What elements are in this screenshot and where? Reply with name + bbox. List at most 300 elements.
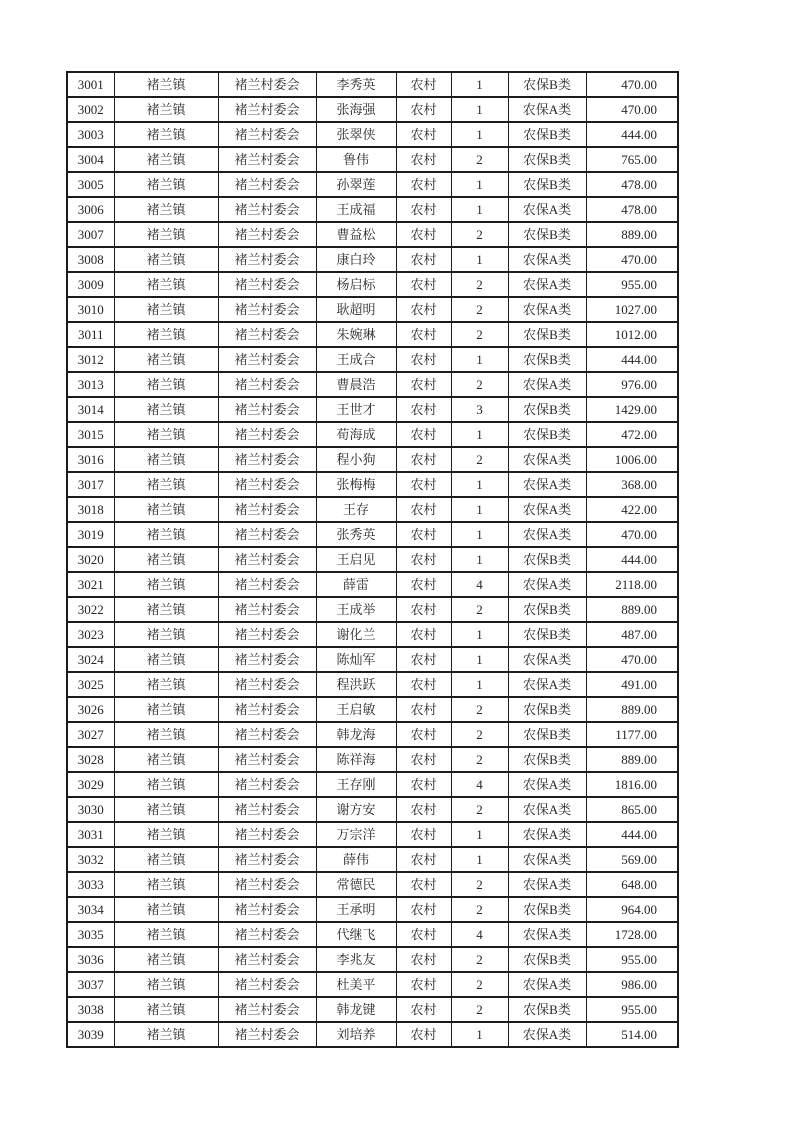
- cell-town: 褚兰镇: [114, 672, 218, 697]
- cell-town: 褚兰镇: [114, 572, 218, 597]
- cell-person-name: 曹益松: [316, 222, 396, 247]
- table-row: [67, 172, 678, 197]
- cell-household-category: 农村: [396, 72, 451, 97]
- cell-person-name: 王承明: [316, 897, 396, 922]
- cell-village-committee: 褚兰村委会: [218, 1022, 316, 1047]
- cell-insurance-type: 农保A类: [508, 847, 586, 872]
- cell-serial-number: 3011: [67, 322, 114, 347]
- cell-household-category: 农村: [396, 1022, 451, 1047]
- cell-amount: 976.00: [586, 372, 678, 397]
- cell-household-category: 农村: [396, 997, 451, 1022]
- table-row: [67, 397, 678, 422]
- cell-person-name: 韩龙海: [316, 722, 396, 747]
- cell-amount: 478.00: [586, 172, 678, 197]
- table-body: [67, 72, 678, 1047]
- table-row: [67, 547, 678, 572]
- cell-person-count: 2: [451, 697, 508, 722]
- cell-person-name: 程小狗: [316, 447, 396, 472]
- cell-person-name: 王世才: [316, 397, 396, 422]
- cell-insurance-type: 农保A类: [508, 97, 586, 122]
- cell-household-category: 农村: [396, 897, 451, 922]
- cell-serial-number: 3026: [67, 697, 114, 722]
- cell-serial-number: 3032: [67, 847, 114, 872]
- cell-person-name: 王存: [316, 497, 396, 522]
- cell-serial-number: 3036: [67, 947, 114, 972]
- cell-town: 褚兰镇: [114, 172, 218, 197]
- cell-person-name: 李兆友: [316, 947, 396, 972]
- cell-amount: 765.00: [586, 147, 678, 172]
- cell-person-name: 荀海成: [316, 422, 396, 447]
- table-row: [67, 122, 678, 147]
- table-row: [67, 847, 678, 872]
- cell-serial-number: 3003: [67, 122, 114, 147]
- cell-person-count: 2: [451, 372, 508, 397]
- cell-household-category: 农村: [396, 422, 451, 447]
- cell-household-category: 农村: [396, 147, 451, 172]
- cell-insurance-type: 农保B类: [508, 897, 586, 922]
- table-row: [67, 1022, 678, 1047]
- cell-person-name: 张秀英: [316, 522, 396, 547]
- cell-serial-number: 3033: [67, 872, 114, 897]
- cell-village-committee: 褚兰村委会: [218, 122, 316, 147]
- cell-person-name: 曹晨浩: [316, 372, 396, 397]
- cell-person-count: 1: [451, 172, 508, 197]
- cell-insurance-type: 农保A类: [508, 672, 586, 697]
- cell-amount: 368.00: [586, 472, 678, 497]
- cell-serial-number: 3023: [67, 622, 114, 647]
- cell-insurance-type: 农保B类: [508, 147, 586, 172]
- table-row: [67, 697, 678, 722]
- table-row: [67, 222, 678, 247]
- cell-amount: 470.00: [586, 247, 678, 272]
- cell-person-count: 1: [451, 72, 508, 97]
- table-row: [67, 947, 678, 972]
- cell-person-count: 2: [451, 272, 508, 297]
- cell-insurance-type: 农保A类: [508, 472, 586, 497]
- cell-person-name: 张翠侠: [316, 122, 396, 147]
- cell-household-category: 农村: [396, 872, 451, 897]
- cell-serial-number: 3004: [67, 147, 114, 172]
- cell-person-count: 1: [451, 97, 508, 122]
- cell-amount: 470.00: [586, 72, 678, 97]
- table-row: [67, 897, 678, 922]
- cell-amount: 1816.00: [586, 772, 678, 797]
- cell-person-name: 耿超明: [316, 297, 396, 322]
- cell-village-committee: 褚兰村委会: [218, 497, 316, 522]
- cell-serial-number: 3030: [67, 797, 114, 822]
- cell-household-category: 农村: [396, 547, 451, 572]
- cell-serial-number: 3010: [67, 297, 114, 322]
- cell-person-name: 朱婉琳: [316, 322, 396, 347]
- cell-serial-number: 3021: [67, 572, 114, 597]
- cell-serial-number: 3020: [67, 547, 114, 572]
- cell-village-committee: 褚兰村委会: [218, 347, 316, 372]
- table-row: [67, 972, 678, 997]
- cell-person-count: 2: [451, 722, 508, 747]
- cell-household-category: 农村: [396, 272, 451, 297]
- cell-person-name: 陈祥海: [316, 747, 396, 772]
- cell-person-name: 常德民: [316, 872, 396, 897]
- cell-amount: 1027.00: [586, 297, 678, 322]
- cell-serial-number: 3034: [67, 897, 114, 922]
- cell-amount: 514.00: [586, 1022, 678, 1047]
- table-row: [67, 147, 678, 172]
- cell-amount: 444.00: [586, 822, 678, 847]
- cell-village-committee: 褚兰村委会: [218, 597, 316, 622]
- cell-town: 褚兰镇: [114, 547, 218, 572]
- cell-person-count: 1: [451, 197, 508, 222]
- cell-serial-number: 3007: [67, 222, 114, 247]
- cell-town: 褚兰镇: [114, 822, 218, 847]
- cell-village-committee: 褚兰村委会: [218, 72, 316, 97]
- cell-person-count: 2: [451, 997, 508, 1022]
- cell-amount: 569.00: [586, 847, 678, 872]
- cell-person-count: 3: [451, 397, 508, 422]
- cell-household-category: 农村: [396, 247, 451, 272]
- cell-town: 褚兰镇: [114, 322, 218, 347]
- cell-person-count: 2: [451, 872, 508, 897]
- cell-insurance-type: 农保B类: [508, 322, 586, 347]
- cell-person-count: 2: [451, 747, 508, 772]
- cell-village-committee: 褚兰村委会: [218, 797, 316, 822]
- cell-insurance-type: 农保A类: [508, 272, 586, 297]
- table-row: [67, 447, 678, 472]
- cell-serial-number: 3025: [67, 672, 114, 697]
- cell-village-committee: 褚兰村委会: [218, 647, 316, 672]
- cell-household-category: 农村: [396, 122, 451, 147]
- cell-serial-number: 3006: [67, 197, 114, 222]
- cell-insurance-type: 农保A类: [508, 572, 586, 597]
- cell-household-category: 农村: [396, 297, 451, 322]
- cell-amount: 491.00: [586, 672, 678, 697]
- cell-amount: 1429.00: [586, 397, 678, 422]
- table-row: [67, 422, 678, 447]
- cell-village-committee: 褚兰村委会: [218, 272, 316, 297]
- table-row: [67, 722, 678, 747]
- cell-serial-number: 3037: [67, 972, 114, 997]
- cell-household-category: 农村: [396, 197, 451, 222]
- table-row: [67, 922, 678, 947]
- cell-town: 褚兰镇: [114, 797, 218, 822]
- cell-town: 褚兰镇: [114, 422, 218, 447]
- cell-town: 褚兰镇: [114, 97, 218, 122]
- cell-person-count: 2: [451, 297, 508, 322]
- table-row: [67, 472, 678, 497]
- cell-serial-number: 3038: [67, 997, 114, 1022]
- cell-person-name: 杨启标: [316, 272, 396, 297]
- cell-person-count: 1: [451, 522, 508, 547]
- cell-person-name: 刘培养: [316, 1022, 396, 1047]
- cell-town: 褚兰镇: [114, 72, 218, 97]
- cell-town: 褚兰镇: [114, 972, 218, 997]
- cell-person-name: 王成举: [316, 597, 396, 622]
- cell-village-committee: 褚兰村委会: [218, 722, 316, 747]
- cell-insurance-type: 农保A类: [508, 772, 586, 797]
- cell-town: 褚兰镇: [114, 697, 218, 722]
- benefits-roster-table: [66, 71, 679, 1048]
- cell-person-count: 2: [451, 947, 508, 972]
- cell-household-category: 农村: [396, 847, 451, 872]
- cell-insurance-type: 农保B类: [508, 622, 586, 647]
- cell-amount: 478.00: [586, 197, 678, 222]
- cell-village-committee: 褚兰村委会: [218, 472, 316, 497]
- cell-person-count: 1: [451, 422, 508, 447]
- cell-person-count: 1: [451, 122, 508, 147]
- table-row: [67, 497, 678, 522]
- cell-amount: 470.00: [586, 97, 678, 122]
- cell-household-category: 农村: [396, 622, 451, 647]
- cell-town: 褚兰镇: [114, 847, 218, 872]
- cell-amount: 444.00: [586, 547, 678, 572]
- table-row: [67, 572, 678, 597]
- cell-household-category: 农村: [396, 447, 451, 472]
- cell-serial-number: 3017: [67, 472, 114, 497]
- cell-household-category: 农村: [396, 97, 451, 122]
- cell-person-count: 2: [451, 447, 508, 472]
- cell-person-name: 万宗洋: [316, 822, 396, 847]
- cell-insurance-type: 农保B类: [508, 72, 586, 97]
- cell-town: 褚兰镇: [114, 497, 218, 522]
- cell-person-count: 4: [451, 922, 508, 947]
- cell-serial-number: 3031: [67, 822, 114, 847]
- cell-household-category: 农村: [396, 322, 451, 347]
- cell-village-committee: 褚兰村委会: [218, 222, 316, 247]
- cell-amount: 444.00: [586, 122, 678, 147]
- cell-household-category: 农村: [396, 697, 451, 722]
- table-row: [67, 197, 678, 222]
- cell-serial-number: 3022: [67, 597, 114, 622]
- cell-person-count: 1: [451, 472, 508, 497]
- cell-person-count: 1: [451, 647, 508, 672]
- cell-village-committee: 褚兰村委会: [218, 697, 316, 722]
- cell-village-committee: 褚兰村委会: [218, 147, 316, 172]
- cell-household-category: 农村: [396, 522, 451, 547]
- cell-village-committee: 褚兰村委会: [218, 297, 316, 322]
- cell-insurance-type: 农保B类: [508, 722, 586, 747]
- cell-insurance-type: 农保B类: [508, 397, 586, 422]
- cell-insurance-type: 农保A类: [508, 797, 586, 822]
- cell-person-name: 谢方安: [316, 797, 396, 822]
- cell-village-committee: 褚兰村委会: [218, 447, 316, 472]
- table-row: [67, 247, 678, 272]
- cell-household-category: 农村: [396, 597, 451, 622]
- cell-village-committee: 褚兰村委会: [218, 372, 316, 397]
- cell-amount: 889.00: [586, 747, 678, 772]
- cell-person-count: 1: [451, 547, 508, 572]
- cell-person-count: 2: [451, 322, 508, 347]
- cell-village-committee: 褚兰村委会: [218, 897, 316, 922]
- cell-person-count: 1: [451, 497, 508, 522]
- cell-person-name: 张梅梅: [316, 472, 396, 497]
- cell-serial-number: 3018: [67, 497, 114, 522]
- cell-person-count: 2: [451, 897, 508, 922]
- cell-town: 褚兰镇: [114, 272, 218, 297]
- cell-town: 褚兰镇: [114, 647, 218, 672]
- cell-household-category: 农村: [396, 747, 451, 772]
- cell-amount: 1728.00: [586, 922, 678, 947]
- cell-insurance-type: 农保A类: [508, 1022, 586, 1047]
- cell-town: 褚兰镇: [114, 147, 218, 172]
- cell-town: 褚兰镇: [114, 197, 218, 222]
- cell-serial-number: 3009: [67, 272, 114, 297]
- cell-insurance-type: 农保B类: [508, 222, 586, 247]
- cell-town: 褚兰镇: [114, 947, 218, 972]
- cell-serial-number: 3008: [67, 247, 114, 272]
- cell-insurance-type: 农保A类: [508, 372, 586, 397]
- cell-household-category: 农村: [396, 222, 451, 247]
- cell-insurance-type: 农保A类: [508, 197, 586, 222]
- table-row: [67, 747, 678, 772]
- cell-household-category: 农村: [396, 497, 451, 522]
- table-row: [67, 522, 678, 547]
- cell-insurance-type: 农保A类: [508, 822, 586, 847]
- cell-person-name: 孙翠莲: [316, 172, 396, 197]
- cell-town: 褚兰镇: [114, 772, 218, 797]
- cell-household-category: 农村: [396, 347, 451, 372]
- cell-amount: 1177.00: [586, 722, 678, 747]
- cell-village-committee: 褚兰村委会: [218, 672, 316, 697]
- cell-person-name: 薛雷: [316, 572, 396, 597]
- cell-person-count: 1: [451, 672, 508, 697]
- cell-serial-number: 3002: [67, 97, 114, 122]
- cell-amount: 955.00: [586, 947, 678, 972]
- cell-town: 褚兰镇: [114, 297, 218, 322]
- cell-serial-number: 3027: [67, 722, 114, 747]
- cell-village-committee: 褚兰村委会: [218, 872, 316, 897]
- cell-household-category: 农村: [396, 947, 451, 972]
- cell-household-category: 农村: [396, 172, 451, 197]
- cell-insurance-type: 农保A类: [508, 647, 586, 672]
- cell-village-committee: 褚兰村委会: [218, 247, 316, 272]
- cell-person-count: 2: [451, 797, 508, 822]
- cell-amount: 955.00: [586, 997, 678, 1022]
- cell-village-committee: 褚兰村委会: [218, 172, 316, 197]
- cell-insurance-type: 农保A类: [508, 497, 586, 522]
- table-row: [67, 372, 678, 397]
- cell-amount: 865.00: [586, 797, 678, 822]
- cell-town: 褚兰镇: [114, 472, 218, 497]
- cell-household-category: 农村: [396, 772, 451, 797]
- cell-insurance-type: 农保A类: [508, 447, 586, 472]
- cell-village-committee: 褚兰村委会: [218, 422, 316, 447]
- cell-person-name: 陈灿军: [316, 647, 396, 672]
- table-row: [67, 97, 678, 122]
- cell-person-name: 薛伟: [316, 847, 396, 872]
- cell-village-committee: 褚兰村委会: [218, 522, 316, 547]
- cell-household-category: 农村: [396, 572, 451, 597]
- cell-person-name: 李秀英: [316, 72, 396, 97]
- cell-town: 褚兰镇: [114, 222, 218, 247]
- cell-serial-number: 3029: [67, 772, 114, 797]
- cell-village-committee: 褚兰村委会: [218, 397, 316, 422]
- cell-town: 褚兰镇: [114, 1022, 218, 1047]
- cell-insurance-type: 农保B类: [508, 597, 586, 622]
- table-row: [67, 622, 678, 647]
- cell-serial-number: 3016: [67, 447, 114, 472]
- cell-town: 褚兰镇: [114, 722, 218, 747]
- cell-insurance-type: 农保A类: [508, 972, 586, 997]
- cell-insurance-type: 农保B类: [508, 947, 586, 972]
- cell-person-name: 鲁伟: [316, 147, 396, 172]
- cell-person-name: 王启敏: [316, 697, 396, 722]
- cell-insurance-type: 农保A类: [508, 872, 586, 897]
- cell-serial-number: 3001: [67, 72, 114, 97]
- cell-person-count: 1: [451, 847, 508, 872]
- cell-town: 褚兰镇: [114, 522, 218, 547]
- cell-amount: 889.00: [586, 597, 678, 622]
- cell-person-count: 1: [451, 822, 508, 847]
- cell-village-committee: 褚兰村委会: [218, 572, 316, 597]
- cell-person-count: 2: [451, 222, 508, 247]
- cell-person-name: 韩龙键: [316, 997, 396, 1022]
- cell-village-committee: 褚兰村委会: [218, 747, 316, 772]
- cell-village-committee: 褚兰村委会: [218, 922, 316, 947]
- cell-amount: 955.00: [586, 272, 678, 297]
- cell-serial-number: 3028: [67, 747, 114, 772]
- cell-town: 褚兰镇: [114, 897, 218, 922]
- cell-town: 褚兰镇: [114, 747, 218, 772]
- cell-person-count: 1: [451, 347, 508, 372]
- cell-person-name: 代继飞: [316, 922, 396, 947]
- cell-household-category: 农村: [396, 972, 451, 997]
- cell-town: 褚兰镇: [114, 247, 218, 272]
- cell-town: 褚兰镇: [114, 997, 218, 1022]
- cell-insurance-type: 农保B类: [508, 422, 586, 447]
- cell-amount: 889.00: [586, 697, 678, 722]
- cell-village-committee: 褚兰村委会: [218, 322, 316, 347]
- cell-insurance-type: 农保B类: [508, 172, 586, 197]
- cell-serial-number: 3039: [67, 1022, 114, 1047]
- cell-town: 褚兰镇: [114, 622, 218, 647]
- cell-insurance-type: 农保A类: [508, 297, 586, 322]
- cell-town: 褚兰镇: [114, 447, 218, 472]
- cell-person-count: 2: [451, 972, 508, 997]
- cell-person-name: 张海强: [316, 97, 396, 122]
- cell-amount: 470.00: [586, 522, 678, 547]
- cell-village-committee: 褚兰村委会: [218, 622, 316, 647]
- cell-amount: 1012.00: [586, 322, 678, 347]
- table-row: [67, 347, 678, 372]
- cell-amount: 487.00: [586, 622, 678, 647]
- cell-village-committee: 褚兰村委会: [218, 972, 316, 997]
- cell-serial-number: 3019: [67, 522, 114, 547]
- cell-town: 褚兰镇: [114, 597, 218, 622]
- cell-village-committee: 褚兰村委会: [218, 947, 316, 972]
- cell-person-count: 1: [451, 247, 508, 272]
- cell-village-committee: 褚兰村委会: [218, 822, 316, 847]
- cell-village-committee: 褚兰村委会: [218, 97, 316, 122]
- cell-village-committee: 褚兰村委会: [218, 997, 316, 1022]
- cell-amount: 889.00: [586, 222, 678, 247]
- cell-insurance-type: 农保A类: [508, 522, 586, 547]
- cell-amount: 1006.00: [586, 447, 678, 472]
- cell-person-count: 1: [451, 1022, 508, 1047]
- cell-person-count: 2: [451, 147, 508, 172]
- cell-insurance-type: 农保B类: [508, 697, 586, 722]
- cell-insurance-type: 农保B类: [508, 747, 586, 772]
- cell-serial-number: 3014: [67, 397, 114, 422]
- table-row: [67, 997, 678, 1022]
- cell-town: 褚兰镇: [114, 872, 218, 897]
- cell-household-category: 农村: [396, 647, 451, 672]
- cell-village-committee: 褚兰村委会: [218, 847, 316, 872]
- cell-person-name: 程洪跃: [316, 672, 396, 697]
- cell-household-category: 农村: [396, 797, 451, 822]
- table-row: [67, 322, 678, 347]
- cell-town: 褚兰镇: [114, 122, 218, 147]
- cell-person-name: 王成合: [316, 347, 396, 372]
- cell-person-count: 4: [451, 772, 508, 797]
